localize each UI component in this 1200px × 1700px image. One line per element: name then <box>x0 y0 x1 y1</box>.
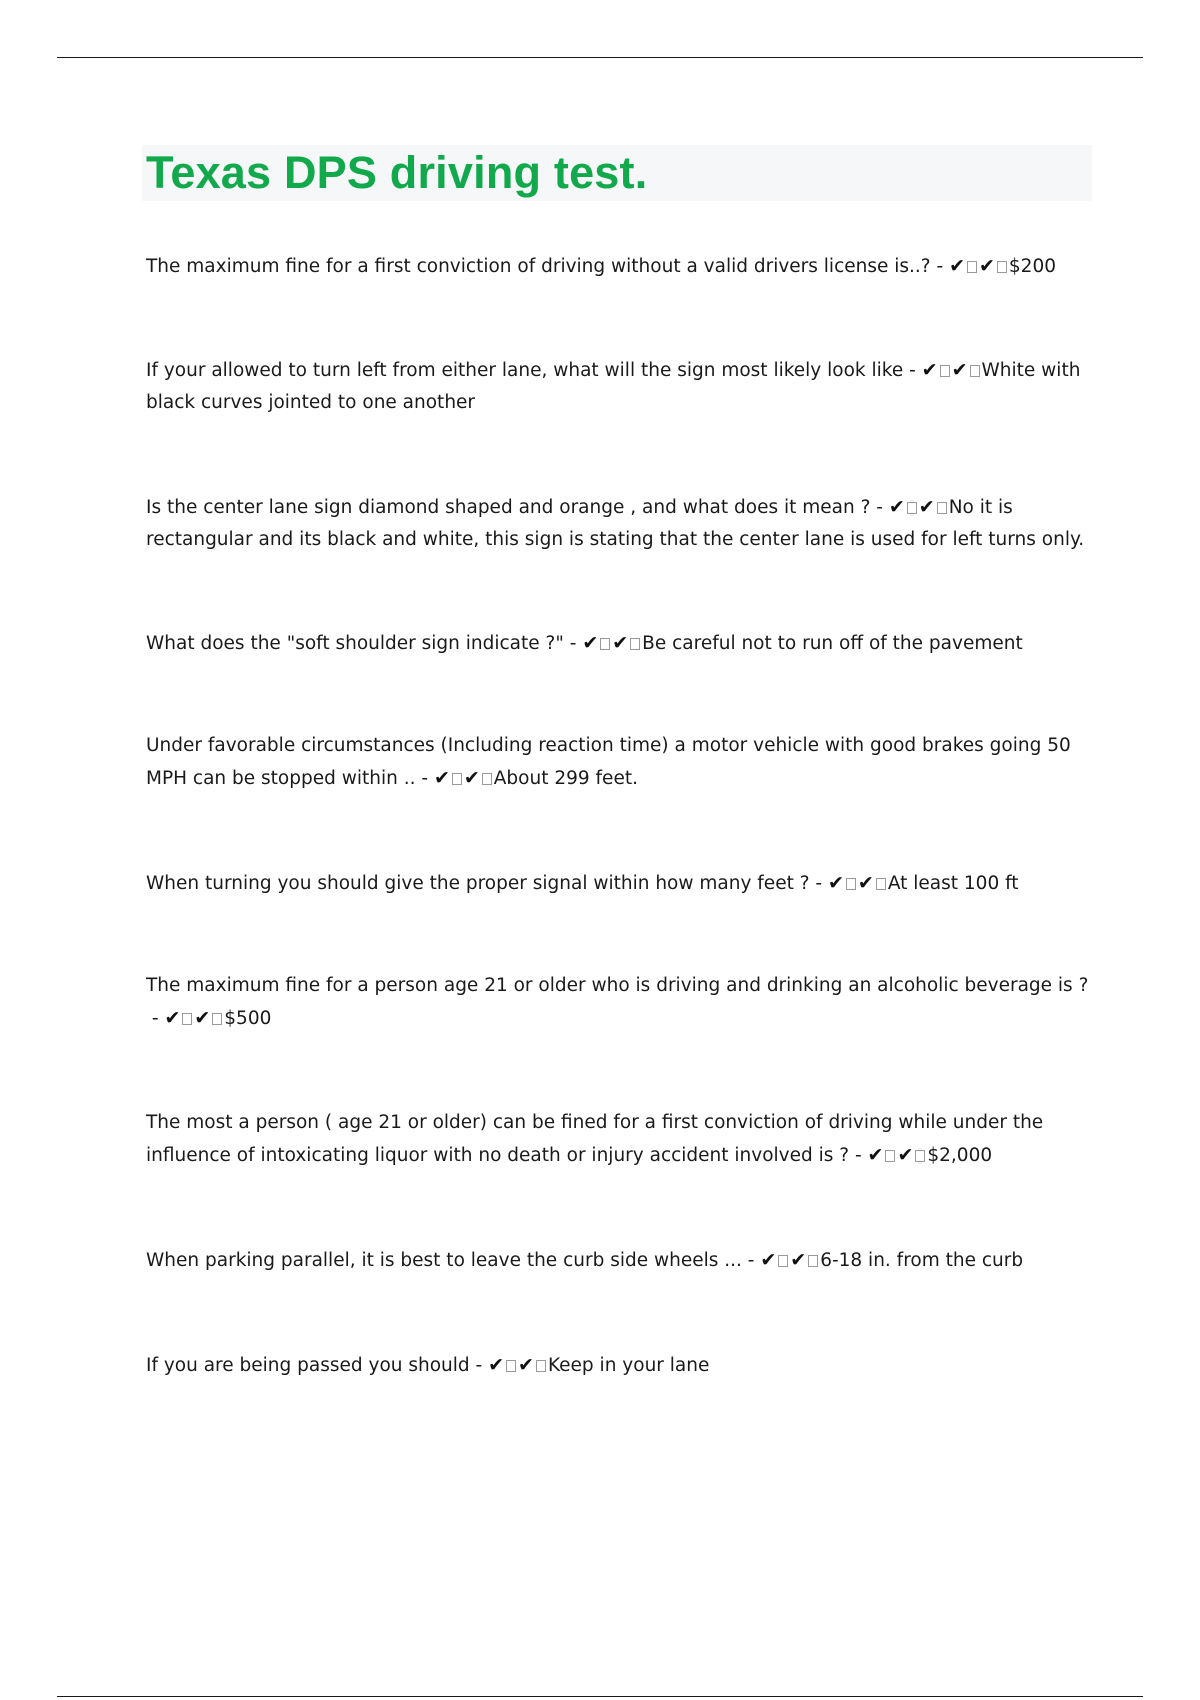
check-icon: ✔ <box>827 872 844 894</box>
check-icon: ✔ <box>888 496 905 518</box>
check-icon: ✔ <box>463 767 480 789</box>
question-text: The maximum fine for a person age 21 or older who is driving and drinking an alcoholic beverage is ? <box>146 975 1089 996</box>
box-icon <box>915 1150 925 1162</box>
qa-item-5 <box>146 730 1096 795</box>
qa-item-7 <box>146 970 1096 1035</box>
document-title: Texas DPS driving test. <box>146 147 648 198</box>
box-icon <box>482 773 492 785</box>
box-icon <box>536 1360 546 1372</box>
question-text: Is the center lane sign diamond shaped and orange , and what does it mean ? <box>146 497 871 518</box>
box-icon <box>967 261 977 273</box>
check-icon: ✔ <box>518 1354 534 1376</box>
qa-item-4 <box>146 627 1096 660</box>
answer-text: Keep in your lane <box>547 1355 710 1376</box>
top-rule <box>57 57 1143 58</box>
separator: - <box>930 256 950 277</box>
bottom-rule <box>57 1696 1143 1697</box>
answer-text: At least 100 ft <box>887 873 1019 894</box>
box-icon <box>778 1255 788 1267</box>
box-icon <box>600 638 610 650</box>
question-text: What does the "soft shoulder sign indicate ?" <box>146 633 564 654</box>
box-icon <box>937 502 947 514</box>
box-icon <box>907 502 917 514</box>
separator: - <box>809 873 828 894</box>
qa-item-6 <box>146 867 1096 900</box>
check-icon: ✔ <box>978 255 995 277</box>
question-text: If you are being passed you should <box>146 1355 470 1376</box>
qa-item-10 <box>146 1349 1096 1382</box>
box-icon <box>630 638 640 650</box>
question-text: The most a person ( age 21 or older) can be fined for a first conviction of driving while under the influence of intoxicating liquor with no death or injury accident involved is ? <box>146 1112 1044 1166</box>
check-icon: ✔ <box>760 1249 777 1271</box>
answer-text: 6-18 in. from the curb <box>820 1250 1024 1271</box>
box-icon <box>506 1360 516 1372</box>
answer-text: $200 <box>1008 256 1056 277</box>
box-icon <box>885 1150 895 1162</box>
check-icon: ✔ <box>790 1249 807 1271</box>
box-icon <box>940 365 950 377</box>
box-icon <box>876 878 886 890</box>
answer-text: $500 <box>224 1008 272 1029</box>
qa-item-1 <box>146 250 1096 283</box>
answer-text: About 299 feet. <box>493 768 638 789</box>
separator: - <box>903 360 922 381</box>
question-text: When turning you should give the proper signal within how many feet ? <box>146 873 810 894</box>
separator: - <box>849 1145 868 1166</box>
qa-item-8 <box>146 1107 1096 1172</box>
separator: - <box>870 497 889 518</box>
box-icon <box>997 261 1007 273</box>
check-icon: ✔ <box>867 1144 884 1166</box>
check-icon: ✔ <box>433 767 450 789</box>
separator: - <box>146 1008 165 1029</box>
answer-text: $2,000 <box>927 1145 993 1166</box>
box-icon <box>182 1013 192 1025</box>
check-icon: ✔ <box>612 632 629 654</box>
qa-item-2 <box>146 354 1096 419</box>
answer-text: No it is rectangular and its black and white, this sign is stating that the center lane is used for left turns only. <box>146 497 1085 550</box>
question-text: Under favorable circumstances (Including reaction time) a motor vehicle with good brakes going 50 MPH can be stopped within .. <box>146 735 1071 789</box>
separator: - <box>469 1355 489 1376</box>
separator: - <box>415 768 434 789</box>
box-icon <box>846 878 856 890</box>
check-icon: ✔ <box>951 359 968 381</box>
separator: - <box>741 1250 761 1271</box>
box-icon <box>808 1255 818 1267</box>
check-icon: ✔ <box>921 359 938 381</box>
check-icon: ✔ <box>857 872 874 894</box>
check-icon: ✔ <box>164 1007 181 1029</box>
check-icon: ✔ <box>194 1007 211 1029</box>
answer-text: White with black curves jointed to one another <box>146 360 1081 413</box>
question-text: When parking parallel, it is best to leave the curb side wheels ... <box>146 1250 742 1271</box>
check-icon: ✔ <box>488 1354 505 1376</box>
separator: - <box>563 633 583 654</box>
check-icon: ✔ <box>949 255 965 277</box>
check-icon: ✔ <box>582 632 599 654</box>
box-icon <box>212 1013 222 1025</box>
qa-item-3 <box>146 491 1096 556</box>
check-icon: ✔ <box>897 1144 914 1166</box>
question-text: If your allowed to turn left from either lane, what will the sign most likely look like <box>146 360 904 381</box>
check-icon: ✔ <box>918 496 935 518</box>
answer-text: Be careful not to run off of the pavement <box>642 633 1023 654</box>
box-icon <box>970 365 980 377</box>
qa-item-9 <box>146 1244 1096 1277</box>
box-icon <box>452 773 462 785</box>
question-text: The maximum fine for a first conviction of driving without a valid drivers license is..? <box>146 256 931 277</box>
